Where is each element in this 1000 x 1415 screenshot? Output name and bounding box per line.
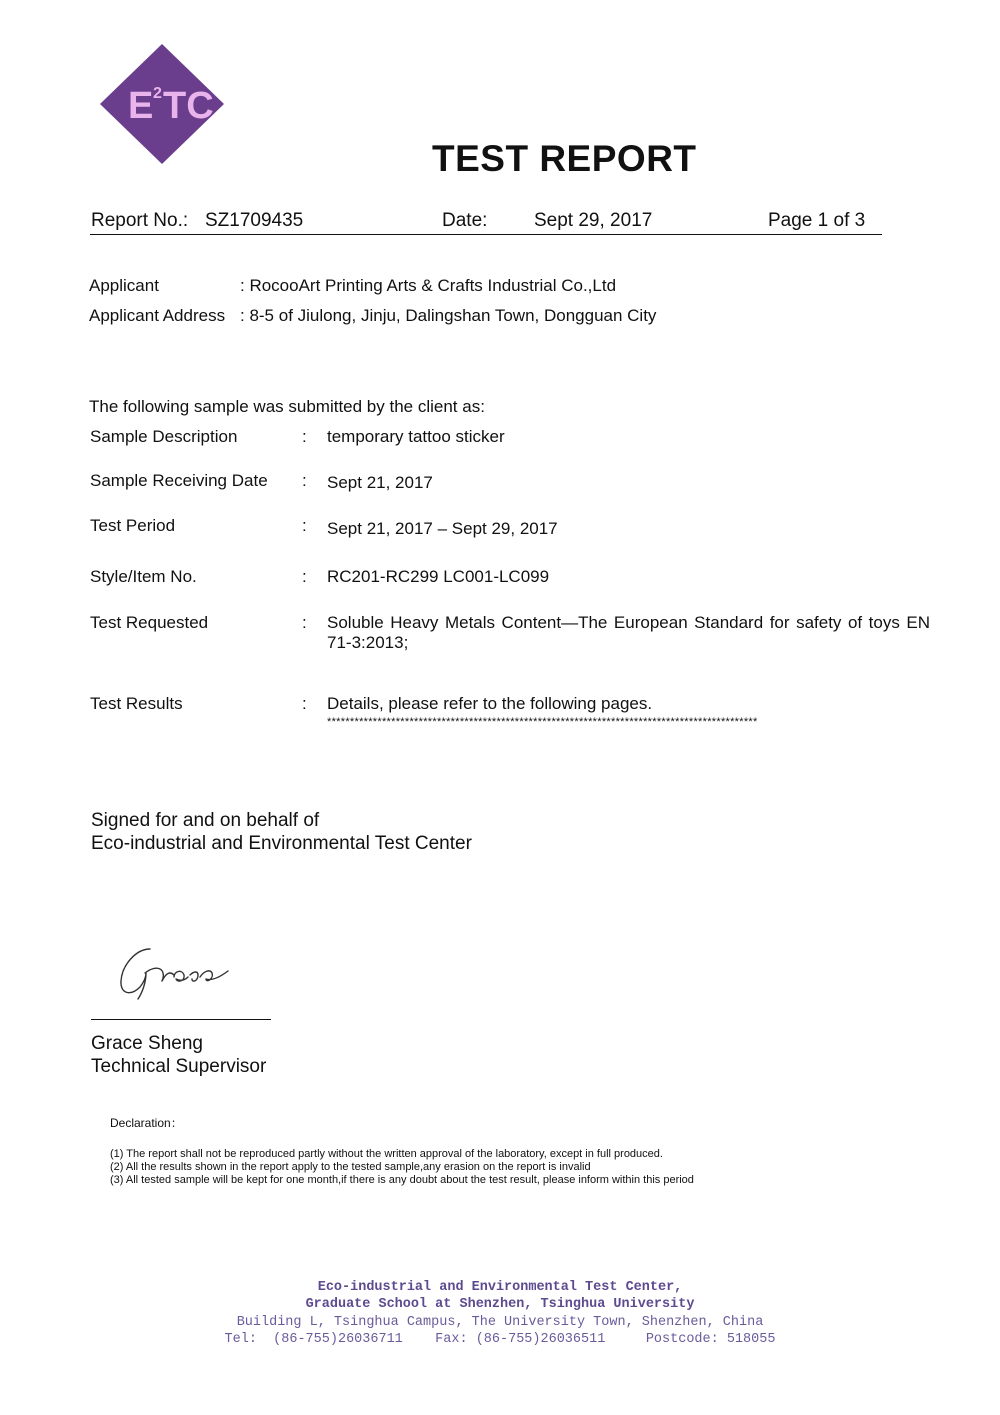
field-colon: : <box>302 613 307 632</box>
field-colon: : <box>302 516 307 535</box>
footer-contact: Tel: (86-755)26036711 Fax: (86-755)26036511 Postcode: 518055 <box>224 1332 776 1347</box>
field-colon: : <box>302 694 307 713</box>
svg-text:2: 2 <box>153 85 162 102</box>
declaration-item-2: (2) All the results shown in the report apply to the tested sample,any erasion on the report is invalid <box>110 1161 591 1173</box>
page-indicator: Page 1 of 3 <box>768 210 866 231</box>
report-no-label: Report No.: <box>91 210 189 231</box>
signed-line-1: Signed for and on behalf of <box>91 810 320 831</box>
footer-line-2: Graduate School at Shenzhen, Tsinghua University <box>305 1297 695 1312</box>
signature-line <box>91 1019 271 1020</box>
test-requested-label: Test Requested <box>90 613 209 632</box>
signed-line-2: Eco-industrial and Environmental Test Center <box>91 833 472 854</box>
signer-position: Technical Supervisor <box>91 1056 267 1077</box>
declaration-title: Declaration： <box>110 1116 183 1130</box>
sample-description-label: Sample Description <box>90 427 238 446</box>
applicant-address-value: : 8-5 of Jiulong, Jinju, Dalingshan Town, Dongguan City <box>240 306 657 325</box>
field-colon: : <box>302 471 307 490</box>
report-date: Sept 29, 2017 <box>534 210 653 231</box>
field-colon: : <box>302 427 307 446</box>
sample-receiving-date-value: Sept 21, 2017 <box>327 473 433 492</box>
test-results-label: Test Results <box>90 694 183 713</box>
signature <box>112 935 252 1010</box>
sample-intro: The following sample was submitted by the client as: <box>89 397 485 416</box>
test-period-label: Test Period <box>90 516 176 535</box>
report-no: SZ1709435 <box>205 210 304 231</box>
test-results-value: Details, please refer to the following pages. <box>327 694 653 713</box>
applicant-address-label: Applicant Address <box>89 306 226 325</box>
separator-stars: ********************************************************************************************** <box>327 716 758 728</box>
svg-text:TC: TC <box>163 85 214 127</box>
sample-receiving-date-label: Sample Receiving Date <box>90 471 268 490</box>
svg-text:E: E <box>128 85 154 127</box>
style-item-no-value: RC201-RC299 LC001-LC099 <box>327 567 550 586</box>
footer-line-1: Eco-industrial and Environmental Test Center, <box>317 1280 683 1295</box>
applicant-value: : RocooArt Printing Arts & Crafts Industrial Co.,Ltd <box>240 276 617 295</box>
sample-description-value: temporary tattoo sticker <box>327 427 505 446</box>
style-item-no-label: Style/Item No. <box>90 567 197 586</box>
test-period-value: Sept 21, 2017 – Sept 29, 2017 <box>327 519 558 538</box>
signer-name: Grace Sheng <box>91 1033 203 1054</box>
page-title: TEST REPORT <box>432 138 697 179</box>
declaration-item-3: (3) All tested sample will be kept for one month,if there is any doubt about the test result, please inform within this period <box>110 1174 694 1186</box>
report-header <box>90 210 882 235</box>
date-label: Date: <box>442 210 488 231</box>
declaration-item-1: (1) The report shall not be reproduced partly without the written approval of the laboratory, except in full produced. <box>110 1148 663 1160</box>
e2tc-logo <box>98 42 226 166</box>
test-requested-value: Soluble Heavy Metals Content—The European Standard for safety of toys EN 71-3:2013; <box>327 613 930 652</box>
footer-address: Building L, Tsinghua Campus, The University Town, Shenzhen, China <box>236 1315 764 1330</box>
applicant-label: Applicant <box>89 276 159 295</box>
field-colon: : <box>302 567 307 586</box>
